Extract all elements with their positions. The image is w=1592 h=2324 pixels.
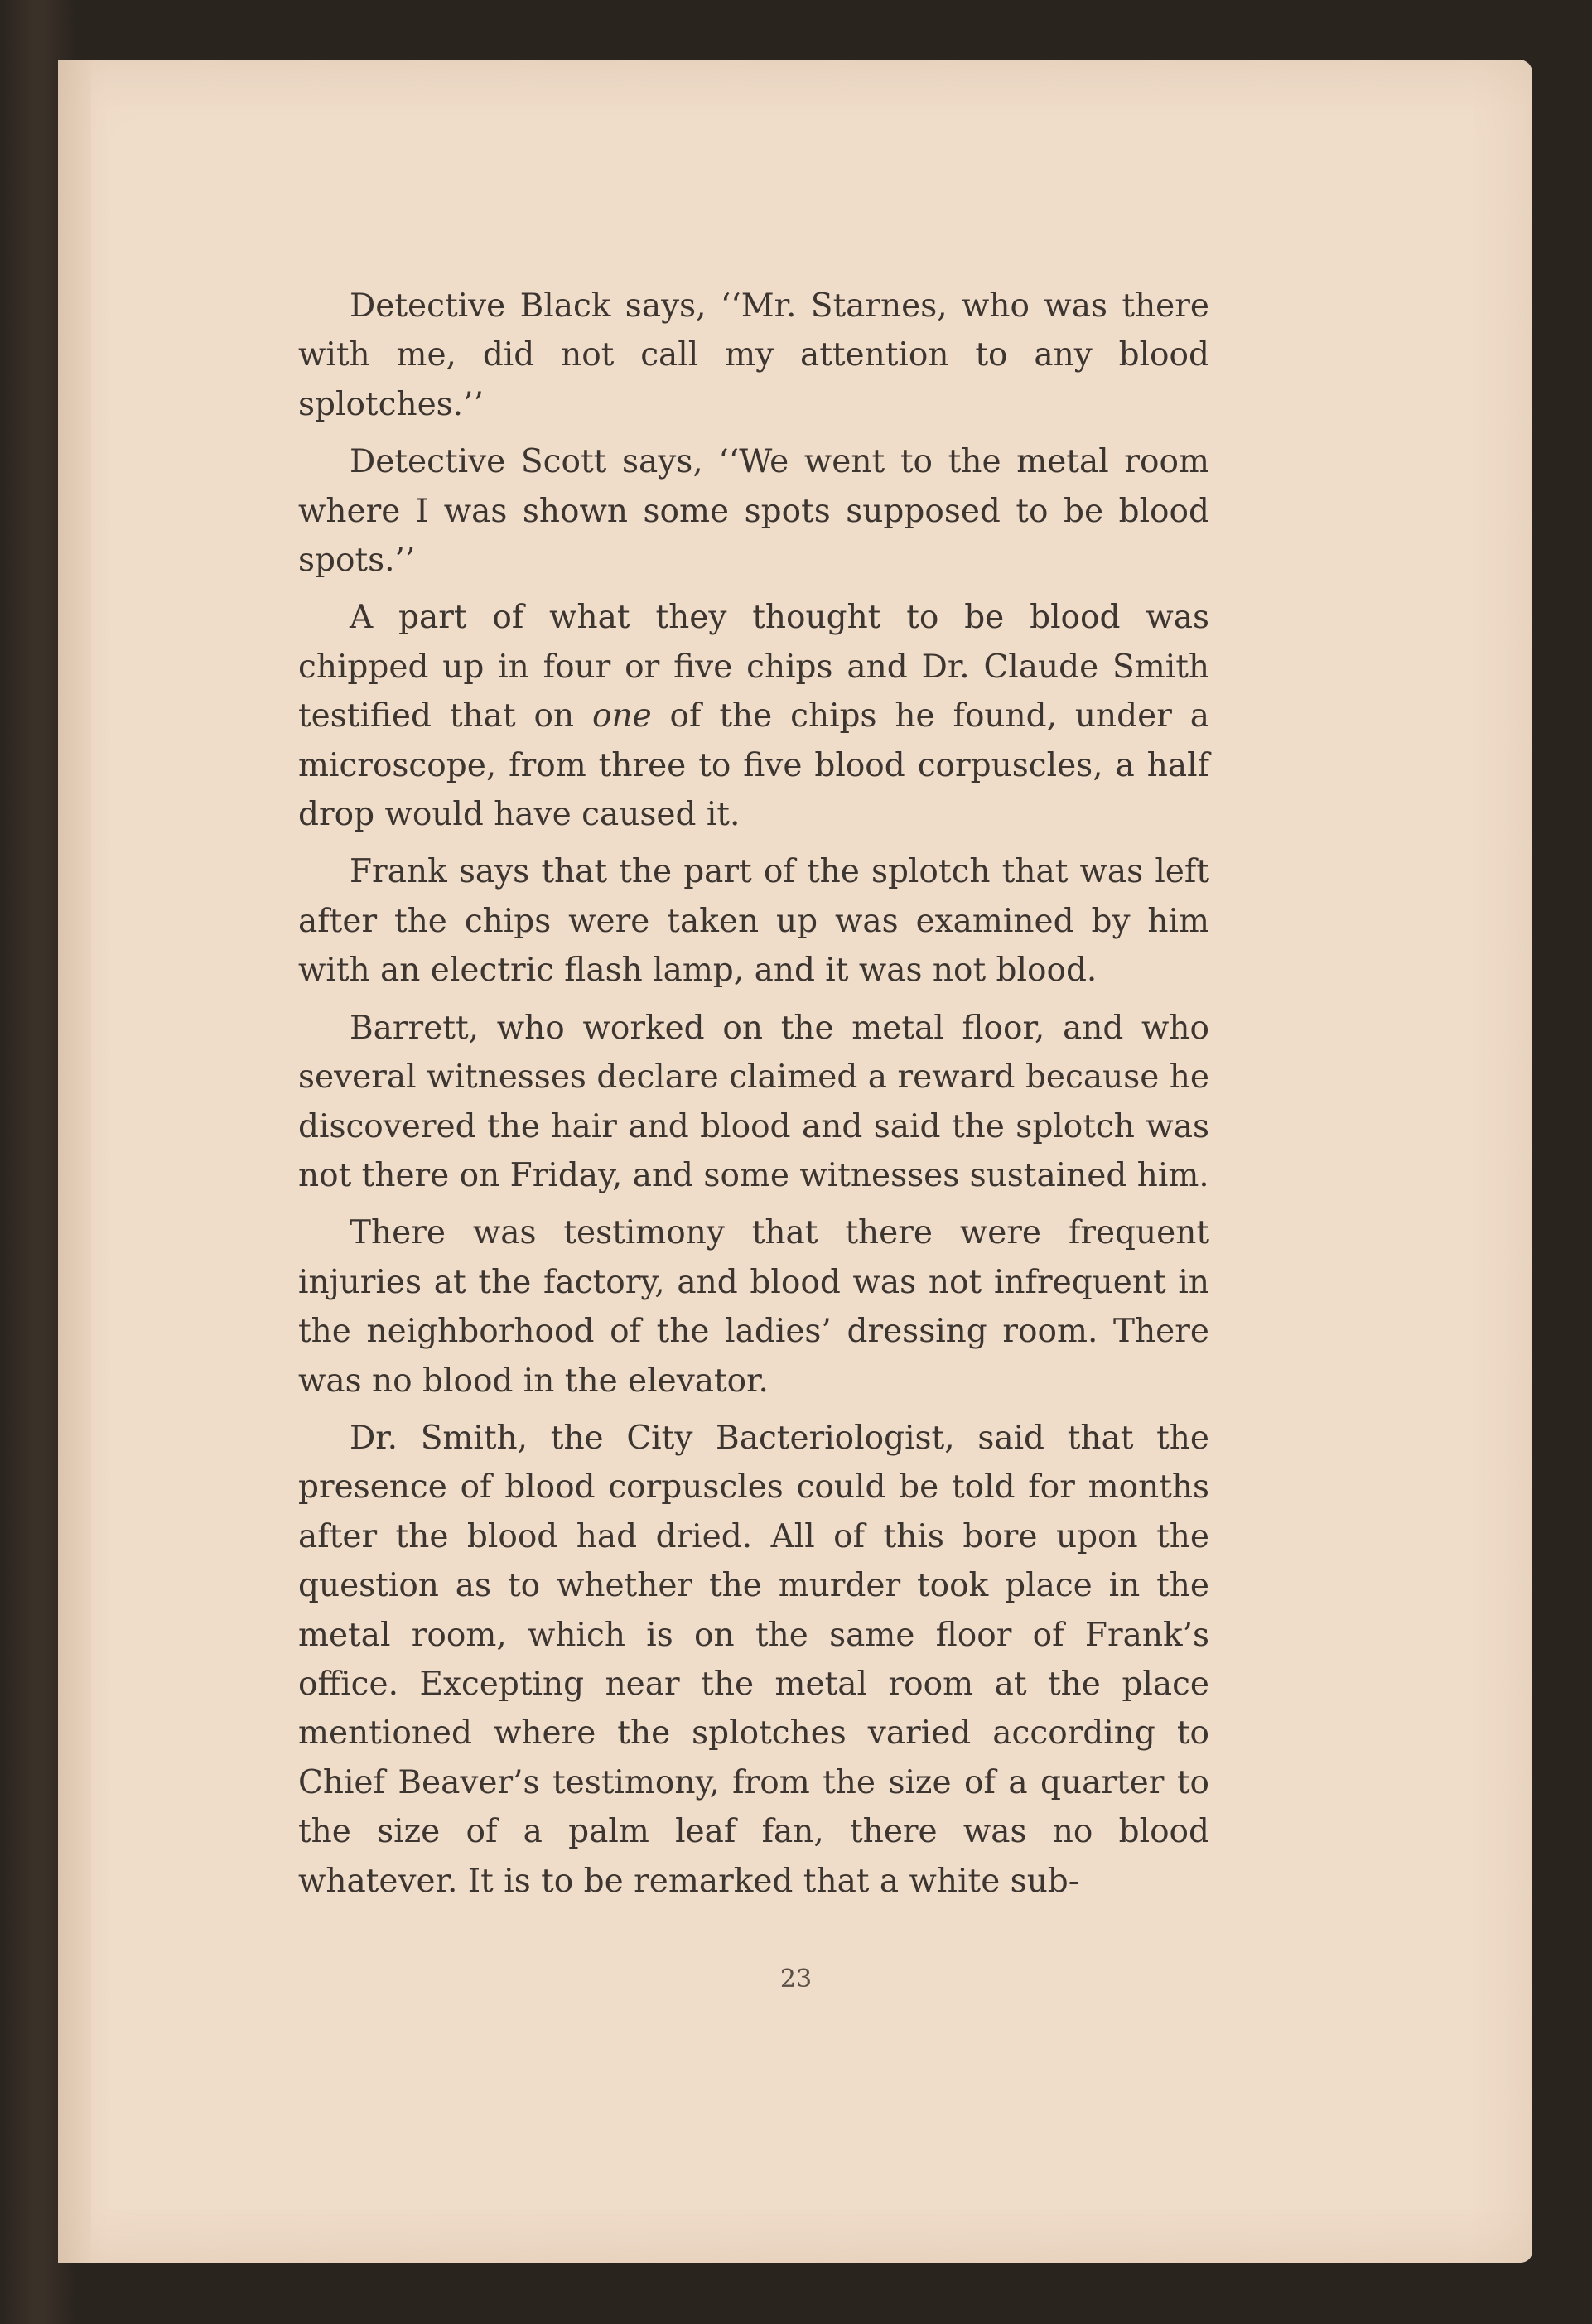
paragraph-frank-says: Frank says that the part of the splotch that was left after the chips were taken up was examined by him with an electric flash lamp, and it was not blood. (298, 853, 1209, 990)
paragraph-detective-black: Detective Black says, ‘‘Mr. Starnes, who was there with me, did not call my attention to any blood splotches.’’ (298, 287, 1209, 423)
binding-edge (58, 60, 91, 2263)
emphasis-one: one (591, 697, 652, 735)
page-number: 23 (779, 1965, 813, 1994)
paragraph-testimony-injuries: There was testimony that there were frequent injuries at the factory, and blood was not infrequent in the neighborhood of the ladies’ dressing room. There was no blood in the elevator. (298, 1214, 1209, 1400)
paragraph-detective-scott: Detective Scott says, ‘‘We went to the metal room where I was shown some spots supposed to be blood spots.’’ (298, 443, 1209, 580)
paragraph-blood-chips: A part of what they thought to be blood was chipped up in four or five chips and Dr. Claude Smith testified that on one of the chips he found, under a microscope, from three to five blood corpuscles, a half drop would have caused it. (298, 599, 1209, 834)
paragraph-barrett: Barrett, who worked on the metal floor, and who several witnesses declare claimed a reward because he discovered the hair and blood and said the splotch was not there on Friday, and some witnesses sustained him. (298, 1009, 1209, 1194)
body-text (298, 282, 1209, 1906)
paragraph-dr-smith: Dr. Smith, the City Bacteriologist, said that the presence of blood corpuscles could be told for months after the blood had dried. All of this bore upon the question as to whether the murder took place in the metal room, which is on the same floor of Frank’s office. Excepting near the metal room at the place mentioned where the splotches varied according to Chief Beaver’s testimony, from the size of a quarter to the size of a palm leaf fan, there was no blood whatever. It is to be remarked that a white sub- (298, 1419, 1209, 1900)
